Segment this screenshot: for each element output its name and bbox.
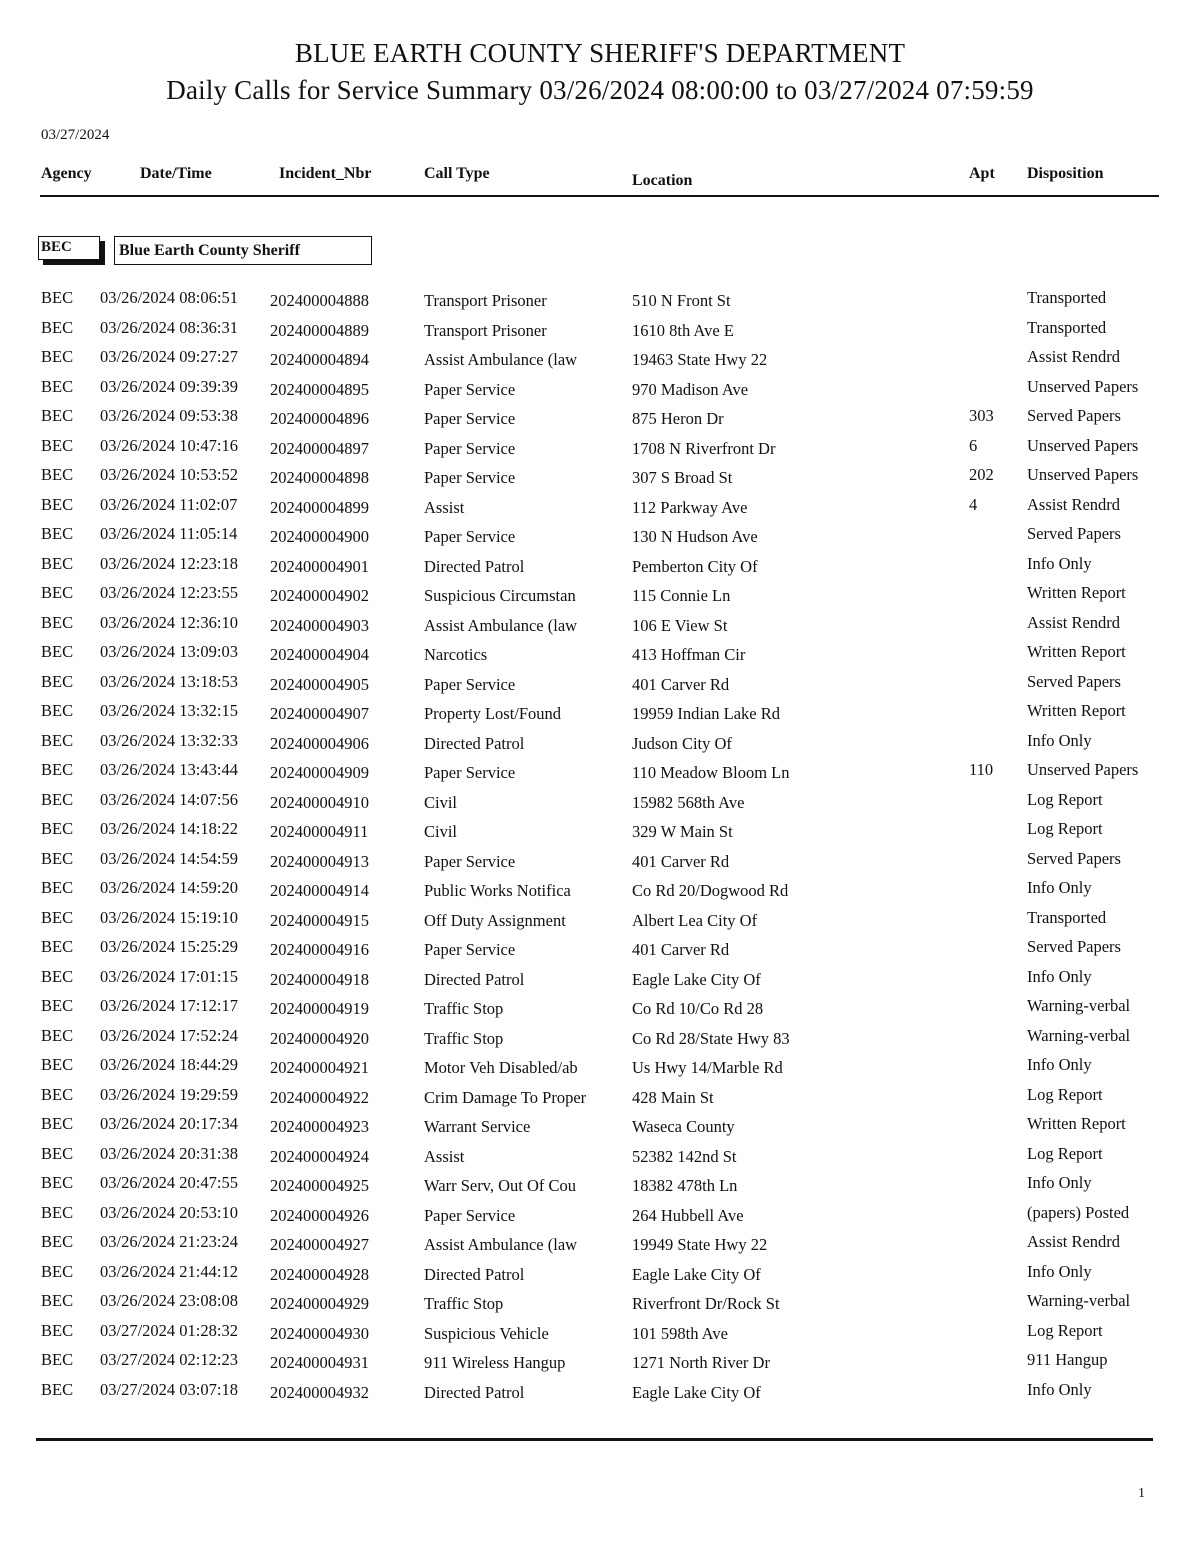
cell-disposition: Assist Rendrd xyxy=(1027,347,1121,366)
cell-agency: BEC xyxy=(41,1202,74,1222)
table-row xyxy=(0,554,1200,583)
cell-disposition: Log Report xyxy=(1027,1084,1103,1104)
cell-datetime: 03/26/2024 13:32:33 xyxy=(100,730,238,750)
header-disposition: Disposition xyxy=(1027,165,1104,182)
cell-datetime: 03/26/2024 19:29:59 xyxy=(100,1084,238,1104)
cell-datetime: 03/26/2024 12:23:55 xyxy=(100,583,238,602)
cell-agency: BEC xyxy=(41,465,74,484)
cell-datetime: 03/26/2024 15:19:10 xyxy=(100,907,238,927)
table-row xyxy=(0,819,1200,848)
cell-location: 18382 478th Ln xyxy=(632,1176,738,1195)
cell-incident: 202400004911 xyxy=(270,822,369,841)
cell-location: 413 Hoffman Cir xyxy=(632,645,746,664)
cell-call-type: Directed Patrol xyxy=(424,556,525,576)
cell-datetime: 03/26/2024 09:53:38 xyxy=(100,406,238,425)
cell-agency: BEC xyxy=(41,1320,74,1340)
table-row xyxy=(0,1203,1200,1232)
cell-location: 1708 N Riverfront Dr xyxy=(632,438,776,458)
cell-location: 19463 State Hwy 22 xyxy=(632,350,768,369)
header-divider xyxy=(40,195,1159,197)
table-row xyxy=(0,1055,1200,1084)
table-row xyxy=(0,967,1200,996)
cell-call-type: Paper Service xyxy=(424,438,516,458)
cell-incident: 202400004930 xyxy=(270,1323,369,1343)
cell-call-type: Traffic Stop xyxy=(424,999,504,1018)
cell-datetime: 03/27/2024 02:12:23 xyxy=(100,1350,238,1369)
cell-location: Eagle Lake City Of xyxy=(632,1382,761,1402)
cell-call-type: Paper Service xyxy=(424,379,516,399)
cell-datetime: 03/26/2024 14:07:56 xyxy=(100,789,238,809)
cell-location: Co Rd 20/Dogwood Rd xyxy=(632,881,789,900)
table-row xyxy=(0,937,1200,966)
cell-location: 401 Carver Rd xyxy=(632,674,730,694)
cell-disposition: Info Only xyxy=(1027,1055,1092,1074)
cell-incident: 202400004906 xyxy=(270,733,369,753)
cell-datetime: 03/26/2024 13:18:53 xyxy=(100,671,238,691)
cell-agency: BEC xyxy=(41,789,74,809)
cell-call-type: Paper Service xyxy=(424,1205,516,1225)
cell-call-type: Directed Patrol xyxy=(424,969,525,989)
table-row xyxy=(0,613,1200,642)
cell-agency: BEC xyxy=(41,996,74,1015)
cell-call-type: Off Duty Assignment xyxy=(424,910,566,930)
cell-call-type: Assist Ambulance (law xyxy=(424,615,578,635)
table-row xyxy=(0,849,1200,878)
cell-agency: BEC xyxy=(41,406,74,425)
cell-agency: BEC xyxy=(41,937,74,956)
footer-divider xyxy=(36,1438,1153,1441)
table-row xyxy=(0,701,1200,730)
cell-incident: 202400004902 xyxy=(270,586,369,605)
cell-incident: 202400004924 xyxy=(270,1146,369,1166)
cell-agency: BEC xyxy=(41,1232,74,1251)
cell-disposition: Log Report xyxy=(1027,1320,1103,1340)
cell-call-type: Public Works Notifica xyxy=(424,881,571,900)
cell-location: 52382 142nd St xyxy=(632,1146,737,1166)
report-subtitle: Daily Calls for Service Summary 03/26/2024 08:00:00 to 03/27/2024 07:59:59 xyxy=(166,75,1034,105)
cell-incident: 202400004926 xyxy=(270,1205,369,1225)
cell-agency: BEC xyxy=(41,288,74,307)
cell-call-type: Directed Patrol xyxy=(424,1264,525,1284)
cell-disposition: Warning-verbal xyxy=(1027,1025,1131,1045)
cell-incident: 202400004903 xyxy=(270,615,369,635)
cell-agency: BEC xyxy=(41,376,74,396)
cell-agency: BEC xyxy=(41,1173,74,1192)
cell-disposition: Written Report xyxy=(1027,701,1126,720)
cell-incident: 202400004899 xyxy=(270,497,369,517)
cell-location: 112 Parkway Ave xyxy=(632,497,748,517)
cell-agency: BEC xyxy=(41,494,74,514)
table-row xyxy=(0,1173,1200,1202)
cell-call-type: Motor Veh Disabled/ab xyxy=(424,1058,578,1077)
cell-location: Riverfront Dr/Rock St xyxy=(632,1294,780,1313)
cell-datetime: 03/26/2024 10:47:16 xyxy=(100,435,238,455)
cell-agency: BEC xyxy=(41,1350,74,1369)
table-row xyxy=(0,1380,1200,1409)
cell-call-type: Traffic Stop xyxy=(424,1294,504,1313)
cell-agency: BEC xyxy=(41,966,74,986)
cell-call-type: Paper Service xyxy=(424,527,516,546)
cell-datetime: 03/26/2024 13:32:15 xyxy=(100,701,238,720)
cell-disposition: Log Report xyxy=(1027,819,1103,838)
cell-location: 875 Heron Dr xyxy=(632,409,724,428)
cell-datetime: 03/26/2024 11:02:07 xyxy=(100,494,238,514)
cell-agency: BEC xyxy=(41,701,74,720)
cell-datetime: 03/26/2024 17:52:24 xyxy=(100,1025,238,1045)
cell-agency: BEC xyxy=(41,1025,74,1045)
cell-call-type: Transport Prisoner xyxy=(424,320,547,340)
table-row xyxy=(0,465,1200,494)
cell-datetime: 03/26/2024 09:27:27 xyxy=(100,347,238,366)
cell-call-type: Warr Serv, Out Of Cou xyxy=(424,1176,577,1195)
cell-datetime: 03/27/2024 03:07:18 xyxy=(100,1379,238,1399)
cell-disposition: Info Only xyxy=(1027,878,1092,897)
cell-disposition: Served Papers xyxy=(1027,406,1121,425)
cell-incident: 202400004909 xyxy=(270,763,369,782)
cell-location: 307 S Broad St xyxy=(632,468,733,487)
cell-agency: BEC xyxy=(41,435,74,455)
cell-agency: BEC xyxy=(41,730,74,750)
cell-location: 106 E View St xyxy=(632,615,728,635)
table-row xyxy=(0,406,1200,435)
cell-disposition: Info Only xyxy=(1027,966,1092,986)
cell-call-type: Civil xyxy=(424,822,458,841)
cell-datetime: 03/26/2024 20:47:55 xyxy=(100,1173,238,1192)
page-number: 1 xyxy=(1138,1486,1145,1501)
cell-location: 15982 568th Ave xyxy=(632,792,745,812)
cell-datetime: 03/26/2024 17:12:17 xyxy=(100,996,238,1015)
cell-location: Albert Lea City Of xyxy=(632,910,758,930)
group-agency-name: Blue Earth County Sheriff xyxy=(114,236,372,265)
cell-incident: 202400004923 xyxy=(270,1117,369,1136)
cell-incident: 202400004904 xyxy=(270,645,369,664)
cell-disposition: Transported xyxy=(1027,907,1107,927)
cell-agency: BEC xyxy=(41,317,74,337)
cell-datetime: 03/26/2024 21:44:12 xyxy=(100,1261,238,1281)
cell-agency: BEC xyxy=(41,553,74,573)
cell-location: 401 Carver Rd xyxy=(632,851,730,871)
cell-agency: BEC xyxy=(41,848,74,868)
cell-location: 428 Main St xyxy=(632,1087,714,1107)
cell-call-type: Civil xyxy=(424,792,458,812)
cell-incident: 202400004925 xyxy=(270,1176,369,1195)
table-row xyxy=(0,1262,1200,1291)
cell-disposition: Info Only xyxy=(1027,1261,1092,1281)
cell-disposition: Info Only xyxy=(1027,1379,1092,1399)
cell-incident: 202400004895 xyxy=(270,379,369,399)
cell-incident: 202400004905 xyxy=(270,674,369,694)
cell-datetime: 03/27/2024 01:28:32 xyxy=(100,1320,238,1340)
table-row xyxy=(0,288,1200,317)
cell-agency: BEC xyxy=(41,1143,74,1163)
cell-location: 1610 8th Ave E xyxy=(632,320,734,340)
cell-location: 130 N Hudson Ave xyxy=(632,527,758,546)
cell-incident: 202400004914 xyxy=(270,881,369,900)
table-row xyxy=(0,878,1200,907)
cell-incident: 202400004915 xyxy=(270,910,369,930)
header-incident: Incident_Nbr xyxy=(279,165,372,182)
cell-disposition: Written Report xyxy=(1027,642,1126,661)
cell-agency: BEC xyxy=(41,642,74,661)
cell-location: 115 Connie Ln xyxy=(632,586,731,605)
cell-call-type: Directed Patrol xyxy=(424,733,525,753)
table-row xyxy=(0,1144,1200,1173)
cell-incident: 202400004922 xyxy=(270,1087,369,1107)
cell-disposition: Written Report xyxy=(1027,1114,1126,1133)
cell-incident: 202400004920 xyxy=(270,1028,369,1048)
cell-location: Eagle Lake City Of xyxy=(632,969,761,989)
cell-apt: 303 xyxy=(969,406,994,425)
cell-location: Co Rd 10/Co Rd 28 xyxy=(632,999,764,1018)
table-row xyxy=(0,583,1200,612)
cell-location: Waseca County xyxy=(632,1117,735,1136)
cell-disposition: Served Papers xyxy=(1027,937,1121,956)
cell-incident: 202400004889 xyxy=(270,320,369,340)
cell-apt: 202 xyxy=(969,465,994,484)
cell-datetime: 03/26/2024 20:17:34 xyxy=(100,1114,238,1133)
cell-disposition: Log Report xyxy=(1027,789,1103,809)
table-row xyxy=(0,1291,1200,1320)
cell-incident: 202400004928 xyxy=(270,1264,369,1284)
cell-incident: 202400004918 xyxy=(270,969,369,989)
cell-location: 264 Hubbell Ave xyxy=(632,1205,744,1225)
table-row xyxy=(0,908,1200,937)
cell-location: Eagle Lake City Of xyxy=(632,1264,761,1284)
cell-datetime: 03/26/2024 15:25:29 xyxy=(100,937,238,956)
group-agency-code: BEC xyxy=(38,236,100,260)
cell-agency: BEC xyxy=(41,1055,74,1074)
cell-incident: 202400004907 xyxy=(270,704,369,723)
cell-incident: 202400004897 xyxy=(270,438,369,458)
table-row xyxy=(0,436,1200,465)
table-row xyxy=(0,642,1200,671)
cell-call-type: 911 Wireless Hangup xyxy=(424,1353,566,1372)
cell-call-type: Directed Patrol xyxy=(424,1382,525,1402)
cell-agency: BEC xyxy=(41,612,74,632)
cell-agency: BEC xyxy=(41,1261,74,1281)
cell-datetime: 03/26/2024 11:05:14 xyxy=(100,524,238,543)
cell-datetime: 03/26/2024 10:53:52 xyxy=(100,465,238,484)
cell-location: 110 Meadow Bloom Ln xyxy=(632,763,790,782)
cell-disposition: Served Papers xyxy=(1027,671,1121,691)
cell-location: 401 Carver Rd xyxy=(632,940,730,959)
cell-datetime: 03/26/2024 21:23:24 xyxy=(100,1232,238,1251)
cell-location: Co Rd 28/State Hwy 83 xyxy=(632,1028,790,1048)
cell-datetime: 03/26/2024 20:31:38 xyxy=(100,1143,238,1163)
cell-datetime: 03/26/2024 09:39:39 xyxy=(100,376,238,396)
header-agency: Agency xyxy=(41,165,92,182)
header-call-type: Call Type xyxy=(424,165,490,182)
cell-call-type: Paper Service xyxy=(424,851,516,871)
table-row xyxy=(0,1321,1200,1350)
cell-agency: BEC xyxy=(41,878,74,897)
cell-datetime: 03/26/2024 14:59:20 xyxy=(100,878,238,897)
table-row xyxy=(0,731,1200,760)
cell-incident: 202400004913 xyxy=(270,851,369,871)
cell-incident: 202400004921 xyxy=(270,1058,369,1077)
cell-disposition: Warning-verbal xyxy=(1027,1291,1131,1310)
cell-location: 329 W Main St xyxy=(632,822,733,841)
table-row xyxy=(0,347,1200,376)
cell-datetime: 03/26/2024 14:54:59 xyxy=(100,848,238,868)
cell-incident: 202400004932 xyxy=(270,1382,369,1402)
cell-incident: 202400004929 xyxy=(270,1294,369,1313)
cell-call-type: Crim Damage To Proper xyxy=(424,1087,587,1107)
cell-call-type: Assist Ambulance (law xyxy=(424,350,578,369)
cell-disposition: Unserved Papers xyxy=(1027,465,1139,484)
cell-datetime: 03/26/2024 12:23:18 xyxy=(100,553,238,573)
table-row xyxy=(0,524,1200,553)
cell-agency: BEC xyxy=(41,760,74,779)
cell-location: Judson City Of xyxy=(632,733,732,753)
cell-location: Us Hwy 14/Marble Rd xyxy=(632,1058,783,1077)
cell-incident: 202400004898 xyxy=(270,468,369,487)
cell-incident: 202400004931 xyxy=(270,1353,369,1372)
cell-location: 1271 North River Dr xyxy=(632,1353,770,1372)
print-date: 03/27/2024 xyxy=(41,127,110,143)
cell-incident: 202400004896 xyxy=(270,409,369,428)
cell-disposition: Info Only xyxy=(1027,730,1092,750)
cell-datetime: 03/26/2024 08:06:51 xyxy=(100,288,238,307)
cell-datetime: 03/26/2024 14:18:22 xyxy=(100,819,238,838)
cell-agency: BEC xyxy=(41,1291,74,1310)
cell-datetime: 03/26/2024 17:01:15 xyxy=(100,966,238,986)
cell-call-type: Paper Service xyxy=(424,940,516,959)
cell-incident: 202400004927 xyxy=(270,1235,369,1254)
cell-call-type: Narcotics xyxy=(424,645,488,664)
cell-disposition: Log Report xyxy=(1027,1143,1103,1163)
cell-disposition: Warning-verbal xyxy=(1027,996,1131,1015)
cell-call-type: Property Lost/Found xyxy=(424,704,562,723)
cell-apt: 110 xyxy=(969,760,994,779)
cell-datetime: 03/26/2024 20:53:10 xyxy=(100,1202,238,1222)
cell-incident: 202400004916 xyxy=(270,940,369,959)
cell-disposition: Served Papers xyxy=(1027,848,1121,868)
cell-datetime: 03/26/2024 13:09:03 xyxy=(100,642,238,661)
report-title: BLUE EARTH COUNTY SHERIFF'S DEPARTMENT xyxy=(294,38,906,68)
cell-incident: 202400004900 xyxy=(270,527,369,546)
cell-location: 510 N Front St xyxy=(632,291,731,310)
cell-call-type: Suspicious Vehicle xyxy=(424,1323,549,1343)
cell-disposition: Info Only xyxy=(1027,1173,1092,1192)
cell-agency: BEC xyxy=(41,1084,74,1104)
cell-incident: 202400004901 xyxy=(270,556,369,576)
cell-datetime: 03/26/2024 18:44:29 xyxy=(100,1055,238,1074)
cell-disposition: Assist Rendrd xyxy=(1027,1232,1121,1251)
cell-agency: BEC xyxy=(41,347,74,366)
cell-disposition: Transported xyxy=(1027,288,1107,307)
cell-call-type: Paper Service xyxy=(424,763,516,782)
cell-location: 101 598th Ave xyxy=(632,1323,728,1343)
cell-call-type: Suspicious Circumstan xyxy=(424,586,576,605)
cell-apt: 6 xyxy=(969,435,978,455)
cell-agency: BEC xyxy=(41,671,74,691)
cell-disposition: (papers) Posted xyxy=(1027,1202,1130,1222)
cell-datetime: 03/26/2024 12:36:10 xyxy=(100,612,238,632)
cell-call-type: Traffic Stop xyxy=(424,1028,504,1048)
cell-disposition: Info Only xyxy=(1027,553,1092,573)
cell-call-type: Transport Prisoner xyxy=(424,291,547,310)
cell-call-type: Assist xyxy=(424,497,465,517)
table-row xyxy=(0,760,1200,789)
table-row xyxy=(0,672,1200,701)
cell-incident: 202400004894 xyxy=(270,350,369,369)
cell-location: 19959 Indian Lake Rd xyxy=(632,704,781,723)
cell-incident: 202400004919 xyxy=(270,999,369,1018)
cell-disposition: Unserved Papers xyxy=(1027,760,1139,779)
cell-incident: 202400004910 xyxy=(270,792,369,812)
cell-disposition: Assist Rendrd xyxy=(1027,494,1121,514)
cell-disposition: Transported xyxy=(1027,317,1107,337)
table-row xyxy=(0,1350,1200,1379)
cell-call-type: Assist Ambulance (law xyxy=(424,1235,578,1254)
cell-call-type: Assist xyxy=(424,1146,465,1166)
cell-agency: BEC xyxy=(41,583,74,602)
cell-location: Pemberton City Of xyxy=(632,556,758,576)
cell-agency: BEC xyxy=(41,1114,74,1133)
cell-agency: BEC xyxy=(41,524,74,543)
table-row xyxy=(0,1232,1200,1261)
header-apt: Apt xyxy=(969,165,995,182)
cell-disposition: Assist Rendrd xyxy=(1027,612,1121,632)
cell-agency: BEC xyxy=(41,907,74,927)
cell-incident: 202400004888 xyxy=(270,291,369,310)
cell-disposition: Unserved Papers xyxy=(1027,376,1139,396)
table-row xyxy=(0,790,1200,819)
cell-location: 970 Madison Ave xyxy=(632,379,749,399)
cell-agency: BEC xyxy=(41,1379,74,1399)
cell-call-type: Paper Service xyxy=(424,674,516,694)
cell-call-type: Paper Service xyxy=(424,409,516,428)
cell-datetime: 03/26/2024 13:43:44 xyxy=(100,760,238,779)
cell-disposition: Unserved Papers xyxy=(1027,435,1139,455)
table-row xyxy=(0,318,1200,347)
cell-location: 19949 State Hwy 22 xyxy=(632,1235,768,1254)
table-row xyxy=(0,1114,1200,1143)
table-row xyxy=(0,1085,1200,1114)
cell-disposition: Served Papers xyxy=(1027,524,1121,543)
header-datetime: Date/Time xyxy=(140,165,212,182)
table-row xyxy=(0,495,1200,524)
cell-apt: 4 xyxy=(969,494,978,514)
cell-agency: BEC xyxy=(41,819,74,838)
cell-disposition: 911 Hangup xyxy=(1027,1350,1108,1369)
cell-datetime: 03/26/2024 23:08:08 xyxy=(100,1291,238,1310)
cell-disposition: Written Report xyxy=(1027,583,1126,602)
cell-datetime: 03/26/2024 08:36:31 xyxy=(100,317,238,337)
cell-call-type: Paper Service xyxy=(424,468,516,487)
cell-call-type: Warrant Service xyxy=(424,1117,531,1136)
table-row xyxy=(0,377,1200,406)
table-row xyxy=(0,996,1200,1025)
table-row xyxy=(0,1026,1200,1055)
header-location: Location xyxy=(632,172,693,189)
